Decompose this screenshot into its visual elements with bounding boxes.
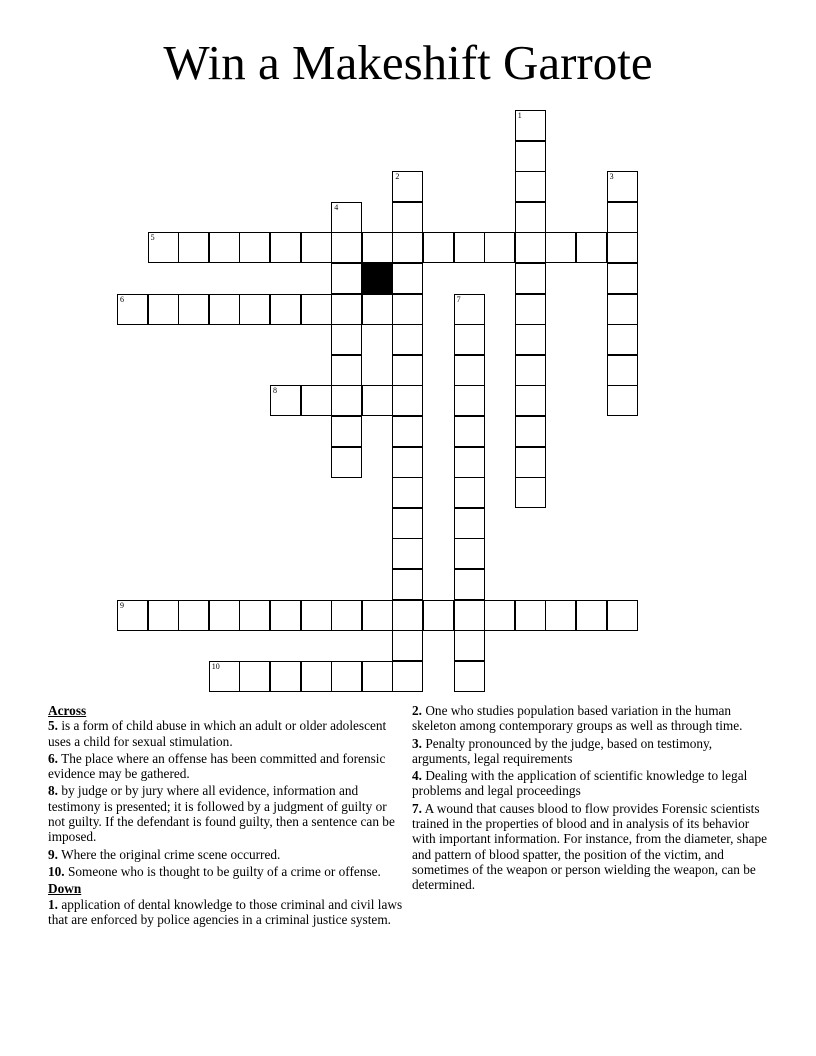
- clue-text: by judge or by jury where all evidence, information and testimony is presented; it is followed by a judgment of guilty or not guilty. If the defendant is found guilty, then a sentence can be imposed.: [48, 783, 395, 845]
- grid-cell[interactable]: [515, 355, 546, 386]
- grid-cell[interactable]: [607, 600, 638, 631]
- grid-cell[interactable]: [607, 324, 638, 355]
- grid-cell[interactable]: [301, 385, 332, 416]
- grid-cell[interactable]: [331, 263, 362, 294]
- down-heading: Down: [48, 881, 82, 897]
- grid-cell[interactable]: [392, 600, 423, 631]
- grid-cell[interactable]: [515, 171, 546, 202]
- grid-cell[interactable]: [607, 385, 638, 416]
- grid-cell[interactable]: [454, 416, 485, 447]
- grid-cell[interactable]: [484, 232, 515, 263]
- cell-number: 7: [456, 294, 461, 304]
- grid-cell[interactable]: [515, 600, 546, 631]
- grid-cell[interactable]: [454, 324, 485, 355]
- cell-number: 6: [120, 294, 124, 304]
- down-clue-1: [48, 897, 406, 928]
- grid-cell[interactable]: [331, 202, 362, 233]
- grid-cell[interactable]: [545, 600, 576, 631]
- clue-text: Where the original crime scene occurred.: [61, 846, 281, 862]
- grid-cell[interactable]: [270, 600, 301, 631]
- grid-cell[interactable]: [392, 171, 423, 202]
- grid-cell[interactable]: [209, 600, 240, 631]
- grid-cell[interactable]: [301, 661, 332, 692]
- grid-cell[interactable]: [392, 294, 423, 325]
- clue-text: Penalty pronounced by the judge, based on testimony, arguments, legal requirements: [412, 735, 713, 766]
- grid-cell[interactable]: [515, 232, 546, 263]
- clue-text: Dealing with the application of scientific knowledge to legal problems and legal proceedings: [412, 768, 748, 799]
- grid-cell[interactable]: [209, 232, 240, 263]
- grid-cell[interactable]: [362, 600, 393, 631]
- grid-cell[interactable]: [607, 355, 638, 386]
- clue-text: application of dental knowledge to those criminal and civil laws that are enforced by police agencies in a criminal justice system.: [48, 896, 403, 927]
- cell-number: 5: [150, 233, 155, 243]
- grid-cell[interactable]: [454, 232, 485, 263]
- grid-cell[interactable]: [454, 385, 485, 416]
- cell-number: 10: [211, 661, 220, 671]
- clue-number: 5.: [48, 718, 58, 734]
- grid-cell[interactable]: [392, 538, 423, 569]
- grid-cell[interactable]: [607, 263, 638, 294]
- grid-cell[interactable]: [423, 232, 454, 263]
- down-clue-2: [412, 703, 772, 734]
- down-clue-4: [412, 768, 772, 799]
- grid-cell[interactable]: [454, 447, 485, 478]
- grid-cell[interactable]: [454, 477, 485, 508]
- cell-number: 8: [273, 386, 277, 396]
- grid-cell[interactable]: [331, 294, 362, 325]
- grid-cell[interactable]: [392, 569, 423, 600]
- grid-cell[interactable]: [301, 232, 332, 263]
- grid-cell[interactable]: [607, 294, 638, 325]
- grid-cell[interactable]: [270, 294, 301, 325]
- grid-cell[interactable]: [515, 477, 546, 508]
- grid-cell[interactable]: [331, 600, 362, 631]
- grid-cell[interactable]: [392, 630, 423, 661]
- grid-cell[interactable]: [331, 661, 362, 692]
- down-clue-3: [412, 736, 772, 767]
- grid-cell[interactable]: [515, 294, 546, 325]
- grid-cell[interactable]: [331, 447, 362, 478]
- grid-cell[interactable]: [392, 232, 423, 263]
- clue-number: 7.: [412, 800, 422, 816]
- grid-cell[interactable]: [331, 355, 362, 386]
- grid-cell[interactable]: [209, 661, 240, 692]
- grid-cell[interactable]: [392, 324, 423, 355]
- clue-number: 4.: [412, 768, 422, 784]
- puzzle-title: Win a Makeshift Garrote: [163, 35, 653, 90]
- grid-cell[interactable]: [148, 232, 179, 263]
- grid-cell[interactable]: [270, 232, 301, 263]
- grid-cell[interactable]: [148, 600, 179, 631]
- black-cell: [362, 263, 393, 294]
- across-clue-8: [48, 783, 406, 844]
- grid-cell[interactable]: [392, 263, 423, 294]
- grid-cell[interactable]: [117, 600, 148, 631]
- grid-cell[interactable]: [392, 416, 423, 447]
- grid-cell[interactable]: [392, 447, 423, 478]
- grid-cell[interactable]: [117, 294, 148, 325]
- grid-cell[interactable]: [392, 661, 423, 692]
- grid-cell[interactable]: [576, 232, 607, 263]
- grid-cell[interactable]: [270, 661, 301, 692]
- cell-number: 4: [334, 202, 339, 212]
- clues-left-column: [48, 703, 406, 929]
- clue-number: 2.: [412, 703, 422, 718]
- grid-cell[interactable]: [392, 355, 423, 386]
- grid-cell[interactable]: [362, 294, 393, 325]
- clue-number: 3.: [412, 735, 422, 751]
- grid-cell[interactable]: [515, 202, 546, 233]
- grid-cell[interactable]: [362, 385, 393, 416]
- grid-cell[interactable]: [484, 600, 515, 631]
- grid-cell[interactable]: [301, 294, 332, 325]
- grid-cell[interactable]: [607, 232, 638, 263]
- grid-cell[interactable]: [454, 508, 485, 539]
- grid-cell[interactable]: [515, 447, 546, 478]
- grid-cell[interactable]: [331, 324, 362, 355]
- grid-cell[interactable]: [545, 232, 576, 263]
- grid-cell[interactable]: [515, 110, 546, 141]
- grid-cell[interactable]: [239, 232, 270, 263]
- clue-number: 10.: [48, 863, 65, 879]
- clue-number: 1.: [48, 896, 58, 912]
- grid-cell[interactable]: [239, 600, 270, 631]
- cell-number: 2: [395, 172, 400, 182]
- across-clue-10: [48, 864, 406, 879]
- grid-cell[interactable]: [515, 263, 546, 294]
- grid-cell[interactable]: [331, 385, 362, 416]
- grid-cell[interactable]: [178, 232, 209, 263]
- grid-cell[interactable]: [607, 171, 638, 202]
- grid-cell[interactable]: [362, 232, 393, 263]
- grid-cell[interactable]: [515, 324, 546, 355]
- grid-cell[interactable]: [362, 661, 393, 692]
- clue-number: 8.: [48, 783, 58, 799]
- grid-cell[interactable]: [331, 232, 362, 263]
- down-clue-7: [412, 801, 772, 893]
- clues-right-column: [412, 703, 772, 895]
- grid-cell[interactable]: [392, 202, 423, 233]
- grid-cell[interactable]: [239, 661, 270, 692]
- grid-cell[interactable]: [392, 385, 423, 416]
- grid-cell[interactable]: [331, 416, 362, 447]
- grid-cell[interactable]: [515, 141, 546, 172]
- clue-text: One who studies population based variation in the human skeleton among contemporary groups as well as through time.: [412, 703, 743, 734]
- grid-cell[interactable]: [301, 600, 332, 631]
- across-clue-9: [48, 847, 406, 862]
- grid-cell[interactable]: [454, 600, 485, 631]
- grid-cell[interactable]: [454, 569, 485, 600]
- grid-cell[interactable]: [454, 630, 485, 661]
- across-clue-5: [48, 718, 406, 749]
- cell-number: 3: [609, 172, 614, 182]
- clue-number: 9.: [48, 846, 58, 862]
- grid-cell[interactable]: [178, 294, 209, 325]
- grid-cell[interactable]: [515, 385, 546, 416]
- grid-cell[interactable]: [392, 477, 423, 508]
- across-clue-6: [48, 751, 406, 782]
- cell-number: 1: [517, 111, 522, 120]
- grid-cell[interactable]: [392, 508, 423, 539]
- grid-cell[interactable]: [576, 600, 607, 631]
- grid-cell[interactable]: [454, 538, 485, 569]
- grid-cell[interactable]: [454, 355, 485, 386]
- grid-cell[interactable]: [270, 385, 301, 416]
- clue-number: 6.: [48, 750, 58, 766]
- clue-text: is a form of child abuse in which an adult or older adolescent uses a child for sexual stimulation.: [48, 718, 387, 749]
- grid-cell[interactable]: [423, 600, 454, 631]
- grid-cell[interactable]: [178, 600, 209, 631]
- grid-cell[interactable]: [454, 661, 485, 692]
- clue-text: A wound that causes blood to flow provides Forensic scientists trained in the properties of blood and in analysis of its behavior with important information. For instance, from the diameter, shape and pattern of blood spatter, the position of the victim, and sometimes of the weapon or person wielding the weapon, can be determined.: [412, 800, 768, 893]
- clue-text: Someone who is thought to be guilty of a crime or offense.: [67, 863, 381, 879]
- grid-cell[interactable]: [454, 294, 485, 325]
- grid-cell[interactable]: [239, 294, 270, 325]
- grid-cell[interactable]: [515, 416, 546, 447]
- cell-number: 9: [120, 600, 124, 610]
- clue-text: The place where an offense has been committed and forensic evidence may be gathered.: [48, 750, 386, 782]
- grid-cell[interactable]: [148, 294, 179, 325]
- grid-cell[interactable]: [607, 202, 638, 233]
- across-heading: Across: [48, 703, 87, 718]
- grid-cell[interactable]: [209, 294, 240, 325]
